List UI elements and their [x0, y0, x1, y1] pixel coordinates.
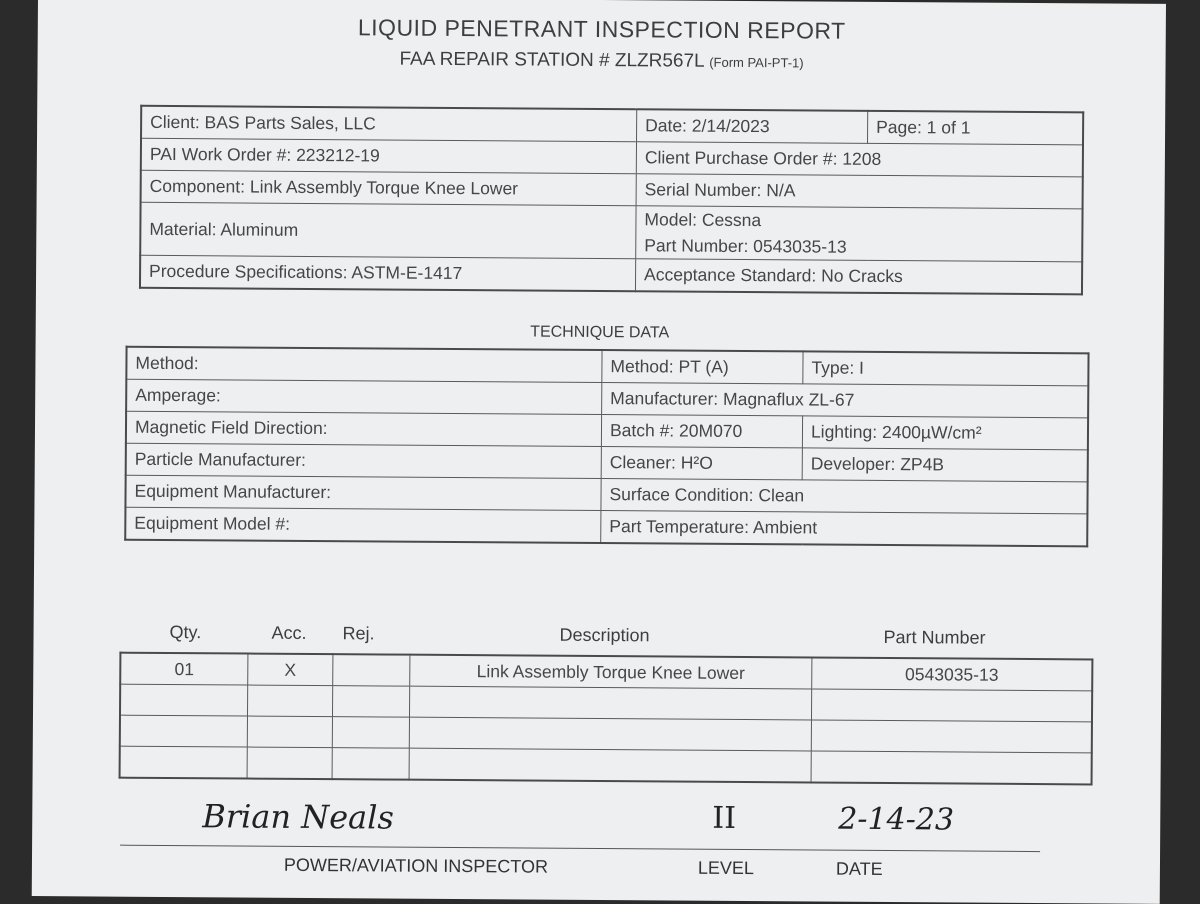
- tech-mid-cell: Cleaner: H²O: [601, 447, 802, 480]
- date-cell: Date: 2/14/2023: [637, 109, 868, 143]
- qty-cell: [120, 684, 248, 716]
- level-value: II: [712, 800, 737, 836]
- rej-cell: [332, 717, 409, 749]
- qty-header: Qty.: [169, 621, 202, 643]
- part-number-cell: [811, 689, 1092, 722]
- form-id: (Form PAI-PT-1): [709, 54, 804, 71]
- report-paper: [32, 0, 1166, 904]
- technique-heading: TECHNIQUE DATA: [530, 323, 670, 342]
- table-row: [125, 507, 1087, 546]
- date-label: DATE: [835, 858, 883, 879]
- tech-mid-cell: Method: PT (A): [602, 350, 803, 384]
- tech-right-cell: Type: I: [803, 351, 1089, 385]
- qty-cell: [120, 746, 248, 778]
- part-number-cell: [811, 751, 1092, 784]
- acc-cell: [247, 747, 332, 779]
- technique-table: [124, 346, 1089, 548]
- signature-line: [120, 845, 1040, 852]
- rej-cell: [332, 748, 409, 780]
- client-info-table: [139, 105, 1084, 296]
- repair-station: [38, 46, 1166, 76]
- tech-mid-cell: Part Temperature: Ambient: [601, 511, 1088, 547]
- procedure-cell: Procedure Specifications: ASTM-E-1417: [140, 255, 636, 291]
- inspector-signature: Brian Neals: [202, 797, 394, 837]
- table-row: [140, 202, 1082, 262]
- work-order-cell: PAI Work Order #: 223212-19: [141, 138, 637, 173]
- tech-left-cell: Magnetic Field Direction:: [126, 411, 602, 446]
- acc-cell: [247, 716, 332, 748]
- tech-left-cell: Method:: [126, 347, 602, 383]
- model-text: Model: Cessna: [644, 209, 762, 231]
- tech-right-cell: Developer: ZP4B: [802, 448, 1088, 482]
- part-number-cell: 0543035-13: [812, 657, 1093, 690]
- part-number-header: Part Number: [883, 626, 986, 648]
- purchase-order-cell: Client Purchase Order #: 1208: [636, 142, 1083, 177]
- parts-table: [119, 652, 1094, 786]
- report-title: LIQUID PENETRANT INSPECTION REPORT: [357, 14, 846, 44]
- station-number: FAA REPAIR STATION # ZLZR567L: [399, 48, 705, 72]
- table-row: [140, 255, 1082, 294]
- material-cell: Material: Aluminum: [140, 202, 636, 258]
- client-cell: Client: BAS Parts Sales, LLC: [141, 106, 637, 142]
- part-number-text: Part Number: 0543035-13: [644, 235, 847, 257]
- tech-mid-cell: Batch #: 20M070: [601, 415, 802, 448]
- acc-cell: X: [248, 654, 333, 686]
- page-cell: Page: 1 of 1: [868, 111, 1084, 145]
- tech-right-cell: Lighting: 2400µW/cm²: [802, 416, 1088, 450]
- rej-cell: [333, 654, 410, 686]
- tech-left-cell: Particle Manufacturer:: [126, 443, 602, 478]
- tech-left-cell: Equipment Manufacturer:: [125, 475, 601, 510]
- qty-cell: [120, 715, 248, 747]
- tech-left-cell: Equipment Model #:: [125, 507, 601, 543]
- table-row: [120, 746, 1092, 784]
- serial-cell: Serial Number: N/A: [636, 174, 1083, 209]
- date-value: 2-14-23: [838, 801, 955, 838]
- description-cell: [409, 717, 811, 751]
- tech-left-cell: Amperage:: [126, 379, 602, 414]
- acc-header: Acc.: [271, 622, 307, 643]
- component-cell: Component: Link Assembly Torque Knee Lower: [141, 170, 637, 205]
- level-label: LEVEL: [697, 857, 755, 879]
- tech-mid-cell: Manufacturer: Magnaflux ZL-67: [602, 383, 1089, 418]
- rej-cell: [332, 686, 409, 718]
- acceptance-cell: Acceptance Standard: No Cracks: [635, 259, 1082, 295]
- qty-cell: 01: [120, 653, 248, 685]
- model-part-cell: [636, 206, 1083, 262]
- rej-header: Rej.: [342, 623, 375, 644]
- part-number-cell: [811, 720, 1092, 753]
- description-cell: [409, 748, 811, 782]
- description-header: Description: [559, 624, 650, 646]
- tech-mid-cell: Surface Condition: Clean: [601, 479, 1088, 514]
- acc-cell: [247, 685, 332, 717]
- description-cell: [409, 686, 811, 720]
- description-cell: Link Assembly Torque Knee Lower: [410, 655, 812, 689]
- inspector-label: POWER/AVIATION INSPECTOR: [283, 854, 549, 877]
